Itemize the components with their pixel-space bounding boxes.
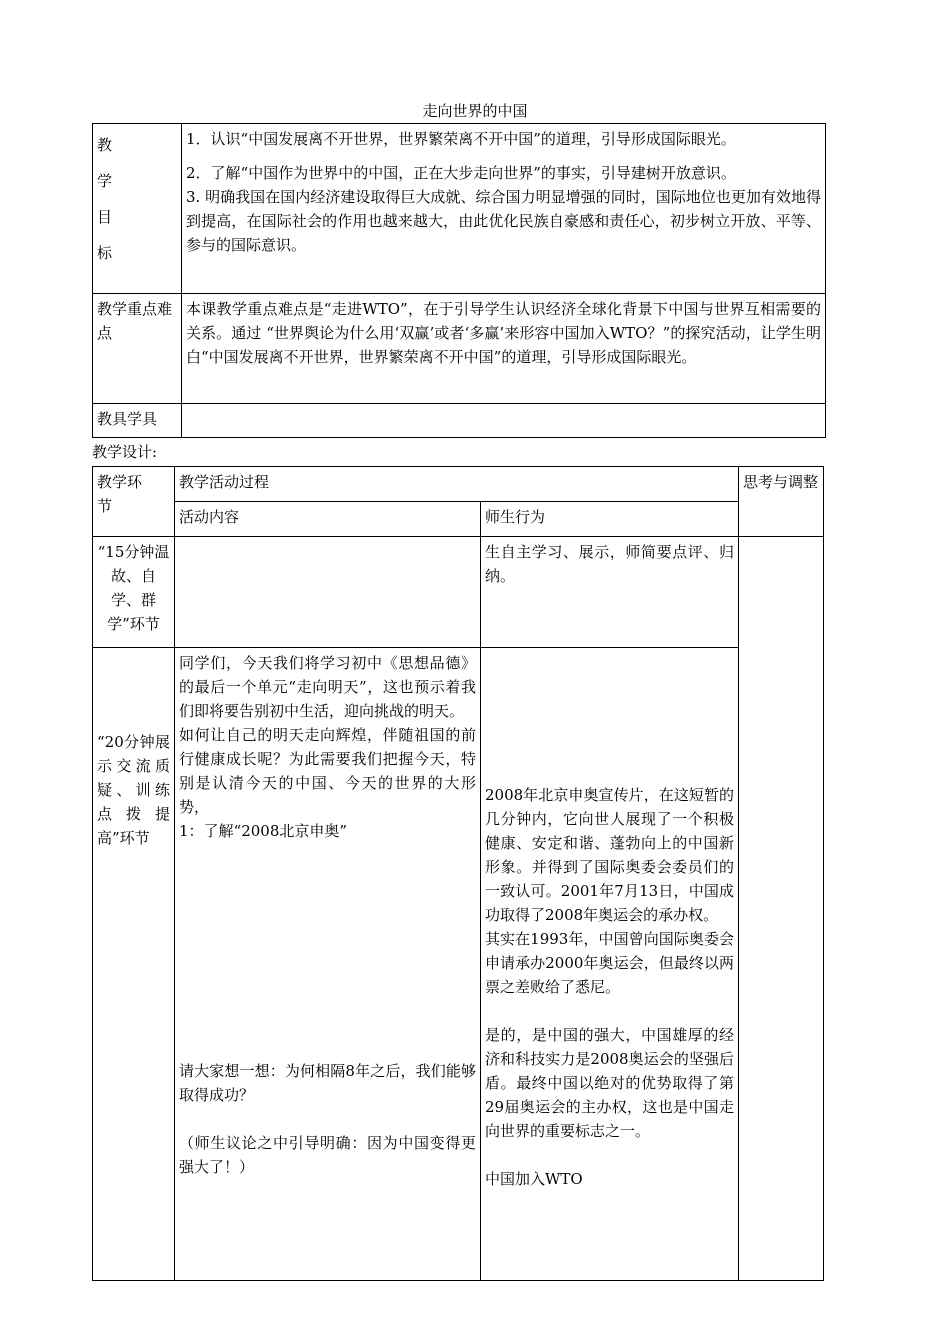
stage-text: “20分钟展示交流质疑、训练点拨提高”环节 — [97, 733, 170, 847]
behavior-cell — [481, 537, 739, 648]
content-cell — [175, 648, 481, 1281]
objectives-label-char: 目 — [97, 208, 113, 226]
teaching-design-table — [92, 466, 824, 1281]
design-row — [93, 648, 824, 1281]
header-behavior: 师生行为 — [481, 502, 739, 537]
tools-content — [182, 404, 826, 438]
objective-item: 2．了解“中国作为世界中的中国，正在大步走向世界”的事实，引导建树开放意识。 — [186, 164, 736, 182]
objectives-label-char: 标 — [97, 244, 113, 262]
objectives-row — [93, 124, 826, 294]
content-paragraph: 请大家想一想：为何相隔8年之后，我们能够取得成功？ — [179, 1062, 476, 1104]
header-process: 教学活动过程 — [175, 467, 739, 502]
behavior-text: 中国加入WTO — [485, 1170, 583, 1188]
header-stage: 教学环节 — [93, 467, 175, 537]
objectives-content — [182, 124, 826, 294]
header-reflect: 思考与调整 — [739, 467, 824, 537]
objectives-label — [93, 124, 182, 294]
content-paragraph: 同学们，今天我们将学习初中《思想品德》的最后一个单元“走向明天”，这也预示着我们即将要告别初中生活，迎向挑战的明天。 — [179, 654, 476, 720]
stage-cell: “15分钟温故、自学、群学”环节 — [93, 537, 175, 648]
stage-cell — [93, 648, 175, 1281]
objective-item: 3. 明确我国在国内经济建设取得巨大成就、综合国力明显增强的同时，国际地位也更加有效地得到提高，在国际社会的作用也越来越大，由此优化民族自豪感和责任心，初步树立开放、平等、参与的国际意识。 — [186, 188, 821, 254]
content-cell — [175, 537, 481, 648]
behavior-text: 其实在1993年，中国曾向国际奥委会申请承办2000年奥运会，但最终以两票之差败给了悉尼。 — [485, 930, 735, 996]
key-points-row — [93, 294, 826, 404]
objective-item: 1．认识“中国发展离不开世界，世界繁荣离不开中国”的道理，引导形成国际眼光。 — [186, 130, 736, 148]
behavior-text: 生自主学习、展示，师简要点评、归纳。 — [485, 543, 735, 585]
objectives-label-char: 教 — [97, 136, 113, 154]
design-header-row — [93, 467, 824, 502]
content-paragraph: 1：了解“2008北京申奥” — [179, 822, 348, 840]
lesson-overview-table — [92, 123, 826, 438]
objectives-label-char: 学 — [97, 172, 113, 190]
content-paragraph: （师生议论之中引导明确：因为中国变得更强大了！） — [179, 1134, 476, 1176]
design-section-label: 教学设计: — [92, 443, 158, 461]
key-points-text: 本课教学重点难点是“走进WTO”，在于引导学生认识经济全球化背景下中国与世界互相需要的关系。通过 “世界舆论为什么用‘双赢’或者‘多赢’来形容中国加入WTO？”的探究活动，让学生明白“中国发展离不开世界，世界繁荣离不开中国”的道理，引导形成国际眼光。 — [182, 294, 826, 404]
tools-row — [93, 404, 826, 438]
content-paragraph: 如何让自己的明天走向辉煌，伴随祖国的前行健康成长呢？为此需要我们把握今天，特别是认清今天的中国、今天的世界的大形势， — [179, 726, 476, 816]
behavior-cell — [481, 648, 739, 1281]
behavior-text: 2008年北京申奥宣传片，在这短暂的几分钟内，它向世人展现了一个积极健康、安定和谐、蓬勃向上的中国新形象。并得到了国际奥委会委员们的一致认可。2001年7月13日，中国成功取得了2008年奥运会的承办权。 — [485, 786, 735, 924]
tools-label: 教具学具 — [93, 404, 182, 438]
behavior-text: 是的，是中国的强大，中国雄厚的经济和科技实力是2008奥运会的坚强后盾。最终中国以绝对的优势取得了第29届奥运会的主办权，这也是中国走向世界的重要标志之一。 — [485, 1026, 735, 1140]
design-row — [93, 537, 824, 648]
header-content: 活动内容 — [175, 502, 481, 537]
design-subheader-row — [93, 502, 824, 537]
reflect-cell — [739, 537, 824, 1281]
page-title: 走向世界的中国 — [422, 102, 528, 120]
key-points-label: 教学重点难点 — [93, 294, 182, 404]
